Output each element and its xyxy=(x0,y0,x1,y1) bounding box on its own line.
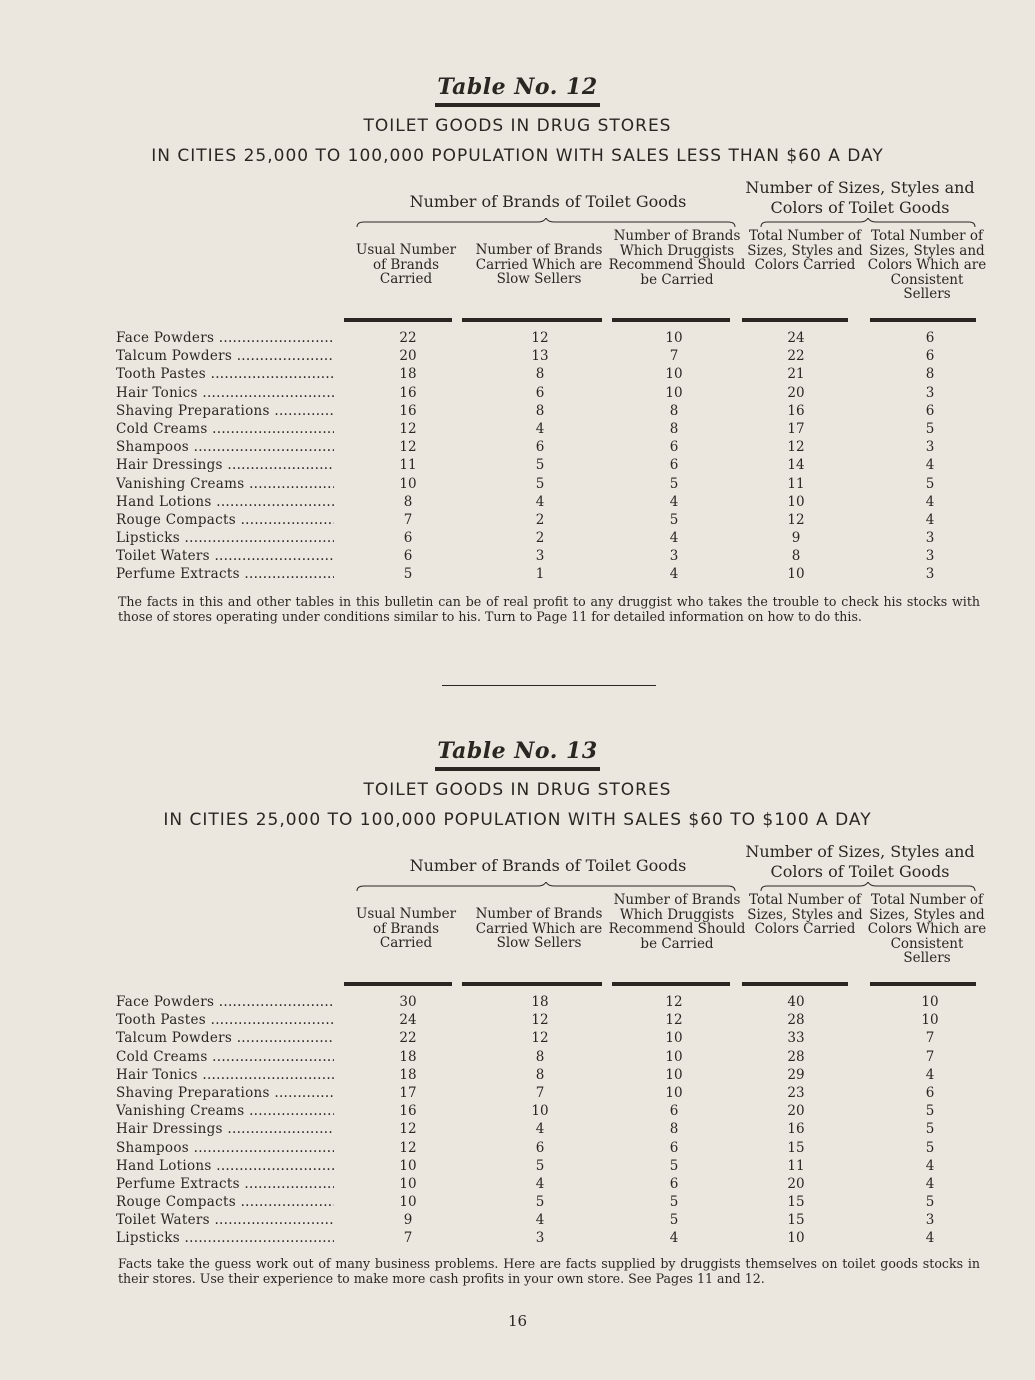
cell: 6 xyxy=(669,1175,679,1192)
table-body xyxy=(0,994,1035,1249)
cell: 10 xyxy=(787,1230,805,1247)
cell: 5 xyxy=(535,1194,545,1211)
cell: 17 xyxy=(399,1084,417,1101)
table-title: Table No. 12 xyxy=(0,74,1035,107)
cell: 6 xyxy=(669,439,679,456)
table-body xyxy=(0,330,1035,585)
cell: 4 xyxy=(535,1175,545,1192)
cell: 10 xyxy=(665,1084,683,1101)
cell: 10 xyxy=(665,366,683,383)
cell: 6 xyxy=(925,1084,935,1101)
table-row xyxy=(0,439,1035,457)
cell: 18 xyxy=(399,1048,417,1065)
cell: 6 xyxy=(535,384,545,401)
section-divider xyxy=(442,685,656,686)
cell: 4 xyxy=(925,493,935,510)
brace-brands xyxy=(356,218,736,228)
cell: 8 xyxy=(669,420,679,437)
cell: 4 xyxy=(925,1066,935,1083)
cell: 3 xyxy=(925,439,935,456)
column-header: Number of Brands Which Druggists Recommend Should be Carried xyxy=(608,228,746,288)
cell: 6 xyxy=(535,439,545,456)
cell: 6 xyxy=(403,530,413,547)
header-rule xyxy=(612,982,730,986)
header-rule xyxy=(462,982,602,986)
row-label: Vanishing Creams ..... xyxy=(116,476,334,492)
row-label: Perfume Extracts ..... xyxy=(116,1176,334,1192)
cell: 8 xyxy=(535,402,545,419)
cell: 22 xyxy=(399,1030,417,1047)
row-label: Toilet Waters ..... xyxy=(116,548,334,564)
cell: 8 xyxy=(669,402,679,419)
cell: 8 xyxy=(535,1066,545,1083)
cell: 12 xyxy=(399,1139,417,1156)
cell: 3 xyxy=(669,548,679,565)
cell: 10 xyxy=(399,1194,417,1211)
row-label: Tooth Pastes ..... xyxy=(116,1012,334,1028)
table-row xyxy=(0,1103,1035,1121)
cell: 15 xyxy=(787,1212,805,1229)
cell: 3 xyxy=(925,1212,935,1229)
row-label: Face Powders ..... xyxy=(116,994,334,1010)
table-row xyxy=(0,494,1035,512)
group-header-brands: Number of Brands of Toilet Goods xyxy=(409,192,687,211)
cell: 13 xyxy=(531,348,549,365)
cell: 12 xyxy=(399,439,417,456)
cell: 10 xyxy=(665,1048,683,1065)
row-label: Hair Tonics ..... xyxy=(116,1067,334,1083)
cell: 8 xyxy=(403,493,413,510)
cell: 22 xyxy=(787,348,805,365)
cell: 14 xyxy=(787,457,805,474)
cell: 9 xyxy=(403,1212,413,1229)
cell: 3 xyxy=(535,1230,545,1247)
row-label: Hair Tonics ..... xyxy=(116,385,334,401)
table-row xyxy=(0,1140,1035,1158)
cell: 8 xyxy=(535,1048,545,1065)
cell: 11 xyxy=(399,457,417,474)
cell: 18 xyxy=(399,366,417,383)
cell: 4 xyxy=(669,530,679,547)
table-row xyxy=(0,530,1035,548)
cell: 10 xyxy=(921,1012,939,1029)
table-row xyxy=(0,548,1035,566)
cell: 5 xyxy=(925,1194,935,1211)
cell: 6 xyxy=(669,1139,679,1156)
cell: 3 xyxy=(535,548,545,565)
cell: 22 xyxy=(399,330,417,346)
cell: 10 xyxy=(665,1066,683,1083)
cell: 4 xyxy=(925,1157,935,1174)
table-row xyxy=(0,566,1035,584)
header-rule xyxy=(612,318,730,322)
row-label: Shaving Preparations ..... xyxy=(116,1085,334,1101)
cell: 8 xyxy=(669,1121,679,1138)
table-row xyxy=(0,512,1035,530)
cell: 20 xyxy=(787,384,805,401)
row-label: Face Powders ..... xyxy=(116,330,334,346)
cell: 16 xyxy=(399,402,417,419)
cell: 4 xyxy=(925,1175,935,1192)
table-subheading: IN CITIES 25,000 TO 100,000 POPULATION WITH SALES $60 TO $100 A DAY xyxy=(163,810,872,830)
table-row xyxy=(0,385,1035,403)
table-title: Table No. 13 xyxy=(0,738,1035,771)
cell: 5 xyxy=(925,420,935,437)
table-row xyxy=(0,476,1035,494)
cell: 5 xyxy=(669,1194,679,1211)
cell: 5 xyxy=(669,475,679,492)
row-label: Lipsticks ..... xyxy=(116,530,334,546)
cell: 7 xyxy=(403,1230,413,1247)
row-label: Talcum Powders ..... xyxy=(116,1030,334,1046)
cell: 40 xyxy=(787,994,805,1010)
cell: 16 xyxy=(399,384,417,401)
cell: 12 xyxy=(531,1030,549,1047)
cell: 16 xyxy=(787,1121,805,1138)
cell: 2 xyxy=(535,530,545,547)
cell: 28 xyxy=(787,1048,805,1065)
cell: 6 xyxy=(669,457,679,474)
cell: 5 xyxy=(403,566,413,583)
cell: 10 xyxy=(665,330,683,346)
group-header-sizes: Number of Sizes, Styles and Colors of Toilet Goods xyxy=(745,842,975,881)
header-rule xyxy=(870,318,976,322)
cell: 30 xyxy=(399,994,417,1010)
table-row xyxy=(0,1230,1035,1248)
header-rule xyxy=(344,982,452,986)
cell: 5 xyxy=(925,1139,935,1156)
cell: 12 xyxy=(665,1012,683,1029)
cell: 4 xyxy=(535,420,545,437)
table-note: Facts take the guess work out of many business problems. Here are facts supplied by druggists themselves on toilet goods stocks in their stores. Use their experience to make more cash profits in your own store. See Pages 11 and 12. xyxy=(118,1256,980,1286)
header-rule xyxy=(462,318,602,322)
brace-brands xyxy=(356,882,736,892)
table-row xyxy=(0,1121,1035,1139)
table-row xyxy=(0,1158,1035,1176)
cell: 10 xyxy=(665,384,683,401)
cell: 4 xyxy=(669,1230,679,1247)
cell: 20 xyxy=(399,348,417,365)
table-row xyxy=(0,1176,1035,1194)
cell: 4 xyxy=(925,1230,935,1247)
group-header-brands: Number of Brands of Toilet Goods xyxy=(409,856,687,875)
table-row xyxy=(0,1030,1035,1048)
row-label: Perfume Extracts ..... xyxy=(116,566,334,582)
header-rule xyxy=(344,318,452,322)
cell: 10 xyxy=(787,566,805,583)
cell: 24 xyxy=(399,1012,417,1029)
cell: 10 xyxy=(787,493,805,510)
cell: 29 xyxy=(787,1066,805,1083)
cell: 7 xyxy=(535,1084,545,1101)
cell: 9 xyxy=(791,530,801,547)
column-header: Usual Number of Brands Carried xyxy=(355,906,457,952)
cell: 5 xyxy=(669,511,679,528)
table-row xyxy=(0,1212,1035,1230)
table-row xyxy=(0,403,1035,421)
cell: 3 xyxy=(925,530,935,547)
table-row xyxy=(0,1067,1035,1085)
row-label: Rouge Compacts ..... xyxy=(116,1194,334,1210)
cell: 3 xyxy=(925,566,935,583)
cell: 5 xyxy=(669,1212,679,1229)
cell: 12 xyxy=(787,439,805,456)
cell: 4 xyxy=(925,511,935,528)
cell: 17 xyxy=(787,420,805,437)
cell: 10 xyxy=(921,994,939,1010)
table-row xyxy=(0,1085,1035,1103)
cell: 12 xyxy=(665,994,683,1010)
cell: 10 xyxy=(531,1103,549,1120)
header-rule xyxy=(742,982,848,986)
cell: 18 xyxy=(399,1066,417,1083)
table-row xyxy=(0,366,1035,384)
row-label: Lipsticks ..... xyxy=(116,1230,334,1246)
cell: 7 xyxy=(925,1048,935,1065)
cell: 24 xyxy=(787,330,805,346)
cell: 21 xyxy=(787,366,805,383)
cell: 3 xyxy=(925,384,935,401)
cell: 8 xyxy=(791,548,801,565)
cell: 2 xyxy=(535,511,545,528)
table-row xyxy=(0,330,1035,348)
cell: 11 xyxy=(787,1157,805,1174)
cell: 12 xyxy=(399,1121,417,1138)
cell: 4 xyxy=(669,566,679,583)
table-heading: TOILET GOODS IN DRUG STORES xyxy=(363,780,672,800)
row-label: Hand Lotions ..... xyxy=(116,1158,334,1174)
cell: 10 xyxy=(665,1030,683,1047)
column-header: Usual Number of Brands Carried xyxy=(355,242,457,288)
cell: 6 xyxy=(403,548,413,565)
column-header: Number of Brands Which Druggists Recommend Should be Carried xyxy=(608,892,746,952)
column-header: Number of Brands Carried Which are Slow Sellers xyxy=(475,242,603,288)
row-label: Vanishing Creams ..... xyxy=(116,1103,334,1119)
page-number: 16 xyxy=(507,1312,528,1330)
table-note: The facts in this and other tables in this bulletin can be of real profit to any druggist who takes the trouble to check his stocks with those of stores operating under conditions similar to his. Turn to Page 11 for detailed information on how to do this. xyxy=(118,594,980,624)
table-row xyxy=(0,1194,1035,1212)
cell: 12 xyxy=(787,511,805,528)
cell: 10 xyxy=(399,1157,417,1174)
table-row xyxy=(0,994,1035,1012)
cell: 5 xyxy=(925,475,935,492)
row-label: Toilet Waters ..... xyxy=(116,1212,334,1228)
cell: 10 xyxy=(399,475,417,492)
table-row xyxy=(0,457,1035,475)
cell: 15 xyxy=(787,1194,805,1211)
brace-sizes xyxy=(760,218,976,228)
table-heading: TOILET GOODS IN DRUG STORES xyxy=(363,116,672,136)
cell: 6 xyxy=(925,330,935,346)
cell: 1 xyxy=(535,566,545,583)
row-label: Shaving Preparations ..... xyxy=(116,403,334,419)
cell: 12 xyxy=(531,330,549,346)
table-row xyxy=(0,421,1035,439)
cell: 6 xyxy=(925,348,935,365)
cell: 4 xyxy=(669,493,679,510)
column-header: Number of Brands Carried Which are Slow Sellers xyxy=(475,906,603,952)
row-label: Cold Creams ..... xyxy=(116,1049,334,1065)
cell: 4 xyxy=(535,493,545,510)
cell: 3 xyxy=(925,548,935,565)
cell: 6 xyxy=(925,402,935,419)
cell: 6 xyxy=(535,1139,545,1156)
table-subheading: IN CITIES 25,000 TO 100,000 POPULATION WITH SALES LESS THAN $60 A DAY xyxy=(151,146,884,166)
cell: 5 xyxy=(535,475,545,492)
row-label: Hair Dressings ..... xyxy=(116,1121,334,1137)
cell: 7 xyxy=(925,1030,935,1047)
cell: 5 xyxy=(669,1157,679,1174)
brace-sizes xyxy=(760,882,976,892)
cell: 8 xyxy=(925,366,935,383)
cell: 12 xyxy=(531,1012,549,1029)
cell: 6 xyxy=(669,1103,679,1120)
row-label: Hair Dressings ..... xyxy=(116,457,334,473)
cell: 4 xyxy=(535,1121,545,1138)
row-label: Shampoos ..... xyxy=(116,439,334,455)
header-rule xyxy=(870,982,976,986)
cell: 5 xyxy=(925,1103,935,1120)
cell: 4 xyxy=(925,457,935,474)
column-header: Total Number of Sizes, Styles and Colors Which are Consistent Sellers xyxy=(867,228,987,303)
header-rule xyxy=(742,318,848,322)
cell: 10 xyxy=(399,1175,417,1192)
cell: 12 xyxy=(399,420,417,437)
cell: 20 xyxy=(787,1175,805,1192)
row-label: Hand Lotions ..... xyxy=(116,494,334,510)
cell: 15 xyxy=(787,1139,805,1156)
cell: 5 xyxy=(535,457,545,474)
cell: 7 xyxy=(669,348,679,365)
row-label: Rouge Compacts ..... xyxy=(116,512,334,528)
column-header: Total Number of Sizes, Styles and Colors Carried xyxy=(747,228,863,274)
cell: 4 xyxy=(535,1212,545,1229)
table-row xyxy=(0,1049,1035,1067)
table-row xyxy=(0,1012,1035,1030)
cell: 16 xyxy=(787,402,805,419)
cell: 11 xyxy=(787,475,805,492)
cell: 23 xyxy=(787,1084,805,1101)
group-header-sizes: Number of Sizes, Styles and Colors of Toilet Goods xyxy=(745,178,975,217)
column-header: Total Number of Sizes, Styles and Colors Carried xyxy=(747,892,863,938)
table-row xyxy=(0,348,1035,366)
cell: 16 xyxy=(399,1103,417,1120)
cell: 20 xyxy=(787,1103,805,1120)
cell: 5 xyxy=(535,1157,545,1174)
cell: 8 xyxy=(535,366,545,383)
row-label: Cold Creams ..... xyxy=(116,421,334,437)
column-header: Total Number of Sizes, Styles and Colors Which are Consistent Sellers xyxy=(867,892,987,967)
cell: 18 xyxy=(531,994,549,1010)
row-label: Tooth Pastes ..... xyxy=(116,366,334,382)
cell: 7 xyxy=(403,511,413,528)
row-label: Talcum Powders ..... xyxy=(116,348,334,364)
cell: 5 xyxy=(925,1121,935,1138)
row-label: Shampoos ..... xyxy=(116,1140,334,1156)
cell: 28 xyxy=(787,1012,805,1029)
cell: 33 xyxy=(787,1030,805,1047)
